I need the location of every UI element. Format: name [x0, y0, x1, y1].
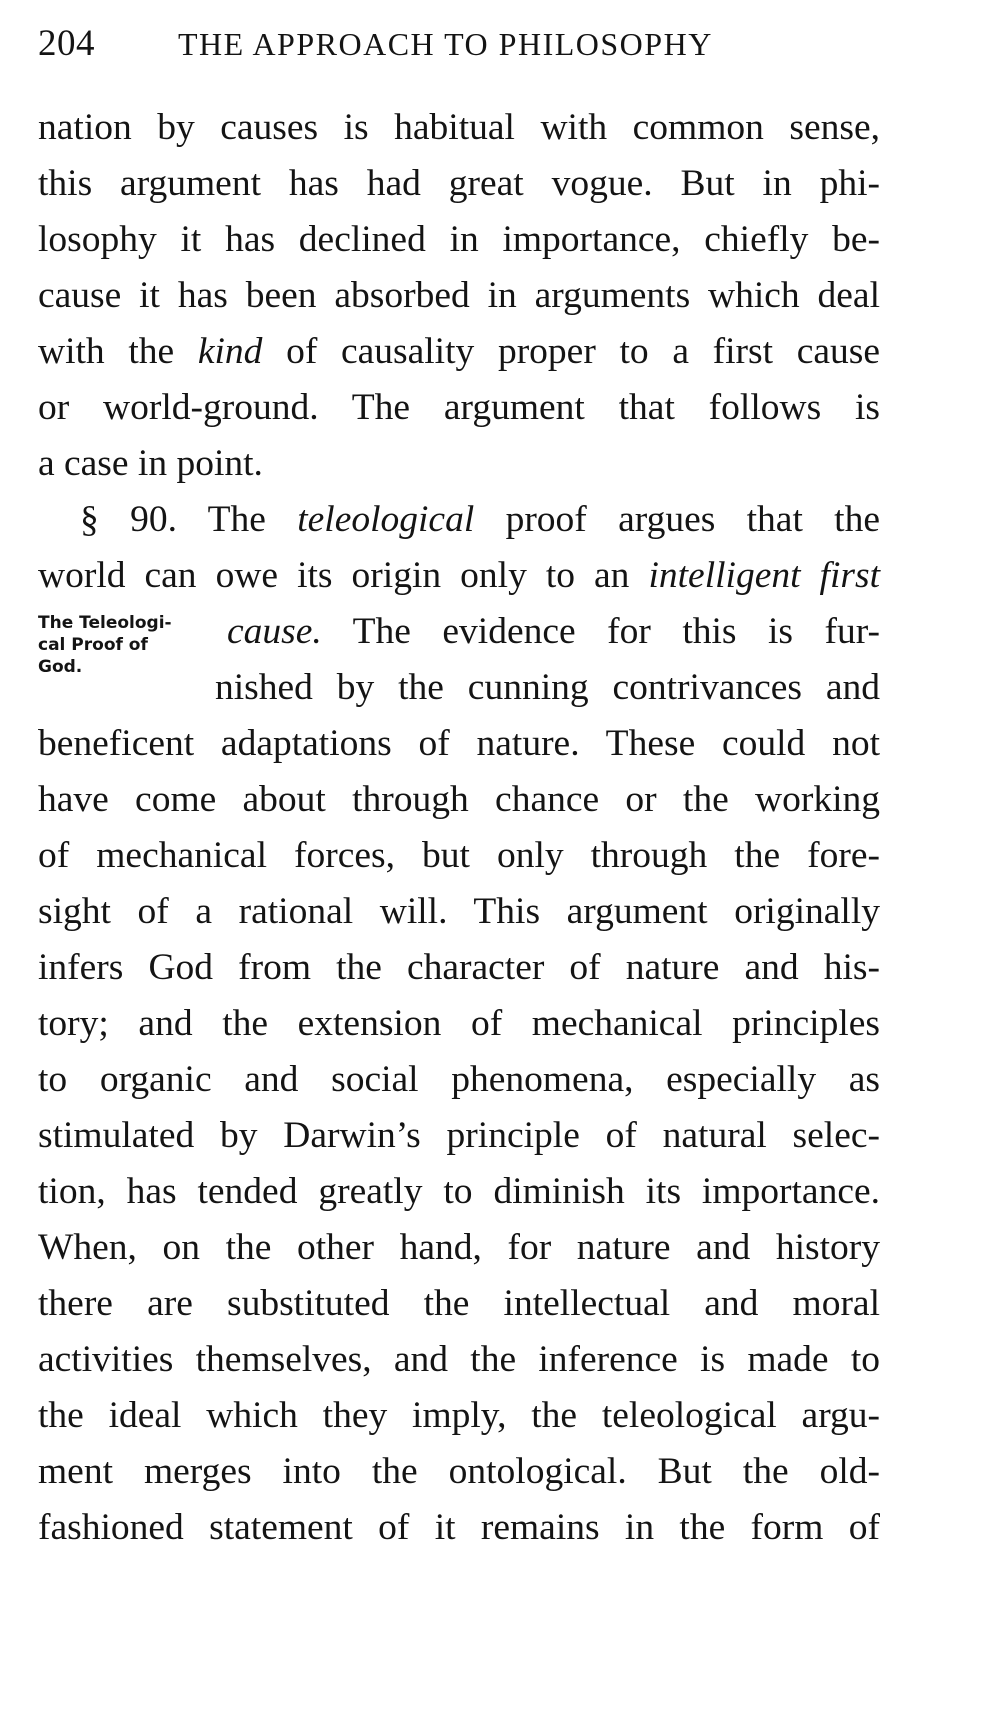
- text-line: with the kind of causality proper to a first cause: [38, 331, 880, 372]
- section-90-start: § 90. The teleological proof argues that the: [80, 499, 880, 540]
- text-line: cause. The evidence for this is fur-: [227, 611, 880, 652]
- text-line: tion, has tended greatly to diminish its importance.: [38, 1171, 880, 1212]
- text-line: activities themselves, and the inference is made to: [38, 1339, 880, 1380]
- emphasis-intelligent-first: intelligent first: [648, 555, 880, 596]
- text-line: cause it has been absorbed in arguments which deal: [38, 275, 880, 316]
- text-line: stimulated by Darwin’s principle of natural selec-: [38, 1115, 880, 1156]
- text-line: there are substituted the intellectual and moral: [38, 1283, 880, 1324]
- text-line: When, on the other hand, for nature and history: [38, 1227, 880, 1268]
- text-line: tory; and the extension of mechanical principles: [38, 1003, 880, 1044]
- text-line: losophy it has declined in importance, chiefly be-: [38, 219, 880, 260]
- margin-note-line: The Teleologi-: [38, 613, 172, 633]
- text-line: world can owe its origin only to an intelligent first: [38, 555, 880, 596]
- text-line: fashioned statement of it remains in the form of: [38, 1507, 880, 1548]
- margin-note: [38, 612, 218, 678]
- margin-note-line: cal Proof of: [38, 635, 148, 655]
- text-line: nation by causes is habitual with common sense,: [38, 107, 880, 148]
- text-line: sight of a rational will. This argument originally: [38, 891, 880, 932]
- text-line: to organic and social phenomena, especially as: [38, 1059, 880, 1100]
- text-line: a case in point.: [38, 443, 263, 484]
- text-line: the ideal which they imply, the teleological argu-: [38, 1395, 880, 1436]
- running-head: THE APPROACH TO PHILOSOPHY: [178, 26, 713, 62]
- emphasis-teleological: teleological: [297, 499, 475, 540]
- text-line: or world-ground. The argument that follows is: [38, 387, 880, 428]
- margin-note-line: God.: [38, 657, 83, 677]
- text-line: this argument has had great vogue. But in phi-: [38, 163, 880, 204]
- text-line: of mechanical forces, but only through the fore-: [38, 835, 880, 876]
- text-line: infers God from the character of nature and his-: [38, 947, 880, 988]
- text-line: ment merges into the ontological. But the old-: [38, 1451, 880, 1492]
- text-line: nished by the cunning contrivances and: [215, 667, 880, 708]
- emphasis-kind: kind: [197, 331, 263, 372]
- page-header: [38, 22, 918, 72]
- emphasis-cause: cause.: [227, 611, 322, 652]
- text-line: beneficent adaptations of nature. These could not: [38, 723, 880, 764]
- text-line: have come about through chance or the working: [38, 779, 880, 820]
- page-number: 204: [38, 23, 95, 64]
